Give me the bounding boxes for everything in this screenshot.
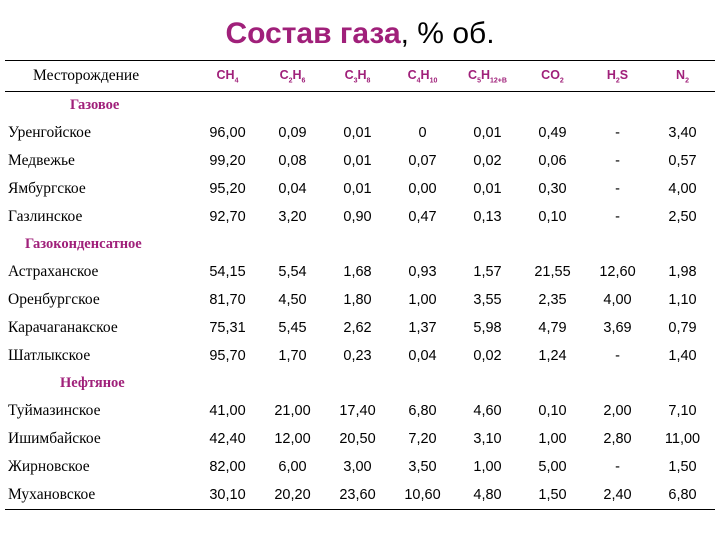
value-cell: 5,98: [473, 320, 502, 336]
value-cell: 0,47: [408, 209, 437, 225]
value-cell: -: [615, 459, 620, 475]
field-name-cell: Ямбургское: [8, 180, 86, 197]
value-cell: 4,00: [668, 181, 697, 197]
page-title: [0, 14, 720, 54]
value-cell: 75,31: [209, 320, 246, 336]
value-cell: 0,01: [343, 181, 372, 197]
value-cell: 6,00: [278, 459, 307, 475]
value-cell: 12,60: [599, 264, 636, 280]
field-name-cell: Оренбургское: [8, 291, 100, 308]
value-cell: 2,50: [668, 209, 697, 225]
header-c4h10: $C_4H_{10}$: [390, 61, 455, 92]
value-cell: 17,40: [339, 403, 376, 419]
value-cell: 7,20: [408, 431, 437, 447]
table-row: [5, 175, 715, 203]
value-cell: 0,57: [668, 153, 697, 169]
value-cell: 0,01: [343, 125, 372, 141]
table-row: [5, 119, 715, 147]
value-cell: 82,00: [209, 459, 246, 475]
field-name-cell: Жирновское: [8, 458, 90, 475]
field-name-cell: Ишимбайское: [8, 430, 101, 447]
table-row: [5, 147, 715, 175]
value-cell: 1,37: [408, 320, 437, 336]
value-cell: 2,00: [603, 403, 632, 419]
header-h2s: $H_2S$: [585, 61, 650, 92]
group-row: [5, 231, 715, 258]
gas-composition-table: [5, 60, 715, 510]
value-cell: 1,00: [473, 459, 502, 475]
value-cell: 0,01: [473, 125, 502, 141]
value-cell: -: [615, 348, 620, 364]
field-name-cell: Мухановское: [5, 481, 195, 510]
value-cell: 4,50: [278, 292, 307, 308]
value-cell: 95,20: [209, 181, 246, 197]
value-cell: 2,80: [603, 431, 632, 447]
group-label: Нефтяное: [60, 375, 125, 391]
value-cell: 1,68: [343, 264, 372, 280]
group-label: Газовое: [70, 97, 120, 113]
value-cell: -: [615, 125, 620, 141]
value-cell: 0,07: [408, 153, 437, 169]
value-cell: 0,10: [538, 209, 567, 225]
value-cell: 12,00: [274, 431, 311, 447]
value-cell: 54,15: [209, 264, 246, 280]
table-row: [5, 258, 715, 286]
value-cell: 1,24: [538, 348, 567, 364]
value-cell: 5,45: [278, 320, 307, 336]
value-cell: 2,40: [585, 481, 650, 510]
value-cell: 0,09: [278, 125, 307, 141]
value-cell: 95,70: [209, 348, 246, 364]
table-row: [5, 314, 715, 342]
value-cell: 3,55: [473, 292, 502, 308]
value-cell: 21,55: [534, 264, 571, 280]
title-accent: Состав газа: [225, 17, 401, 50]
header-n2: $N_2$: [650, 61, 715, 92]
field-name-cell: Уренгойское: [8, 124, 91, 141]
value-cell: 1,50: [668, 459, 697, 475]
table-row: [5, 286, 715, 314]
value-cell: 7,10: [668, 403, 697, 419]
value-cell: 1,00: [538, 431, 567, 447]
value-cell: 0,04: [408, 348, 437, 364]
field-name-cell: Карачаганакское: [8, 319, 118, 336]
group-row: [5, 370, 715, 397]
value-cell: 0,90: [343, 209, 372, 225]
value-cell: -: [615, 153, 620, 169]
value-cell: 3,69: [603, 320, 632, 336]
header-c5h12: $C_5H_{12+B}$: [455, 61, 520, 92]
value-cell: 6,80: [650, 481, 715, 510]
value-cell: 4,80: [455, 481, 520, 510]
value-cell: 4,60: [473, 403, 502, 419]
group-label: Газоконденсатное: [25, 236, 142, 252]
table-row: [5, 342, 715, 370]
field-name-cell: Туймазинское: [8, 402, 101, 419]
value-cell: 96,00: [209, 125, 246, 141]
header-c2h6: $C_2H_6$: [260, 61, 325, 92]
table-row: [5, 481, 715, 510]
value-cell: 3,20: [278, 209, 307, 225]
value-cell: 3,50: [408, 459, 437, 475]
field-name-cell: Астраханское: [8, 263, 99, 280]
value-cell: 0,10: [538, 403, 567, 419]
value-cell: 0,23: [343, 348, 372, 364]
value-cell: 0: [418, 125, 427, 141]
value-cell: 10,60: [390, 481, 455, 510]
value-cell: 3,10: [473, 431, 502, 447]
value-cell: 0,02: [473, 153, 502, 169]
value-cell: 1,98: [668, 264, 697, 280]
value-cell: 0,49: [538, 125, 567, 141]
value-cell: 0,00: [408, 181, 437, 197]
value-cell: 21,00: [274, 403, 311, 419]
value-cell: 0,93: [408, 264, 437, 280]
value-cell: 20,20: [260, 481, 325, 510]
header-co2: $CO_2$: [520, 61, 585, 92]
value-cell: 4,00: [603, 292, 632, 308]
title-units: , % об.: [400, 17, 495, 50]
value-cell: 0,30: [538, 181, 567, 197]
value-cell: 3,00: [343, 459, 372, 475]
value-cell: 0,02: [473, 348, 502, 364]
value-cell: 81,70: [209, 292, 246, 308]
field-name-cell: Медвежье: [8, 152, 75, 169]
field-name-cell: Шатлыкское: [8, 347, 91, 364]
value-cell: 1,57: [473, 264, 502, 280]
value-cell: 5,00: [538, 459, 567, 475]
value-cell: 0,79: [668, 320, 697, 336]
header-c3h8: $C_3H_8$: [325, 61, 390, 92]
value-cell: -: [615, 209, 620, 225]
header-row: [5, 61, 715, 92]
value-cell: 1,40: [668, 348, 697, 364]
value-cell: 20,50: [339, 431, 376, 447]
value-cell: 0,08: [278, 153, 307, 169]
value-cell: 11,00: [664, 431, 701, 447]
value-cell: 42,40: [209, 431, 246, 447]
value-cell: 1,50: [520, 481, 585, 510]
value-cell: 6,80: [408, 403, 437, 419]
value-cell: 0,13: [473, 209, 502, 225]
field-name-cell: Газлинское: [8, 208, 83, 225]
value-cell: 5,54: [278, 264, 307, 280]
value-cell: 23,60: [325, 481, 390, 510]
value-cell: 2,62: [343, 320, 372, 336]
table-row: [5, 397, 715, 425]
value-cell: 0,01: [473, 181, 502, 197]
table-row: [5, 453, 715, 481]
value-cell: 0,06: [538, 153, 567, 169]
header-ch4: $CH_4$: [195, 61, 260, 92]
value-cell: 1,80: [343, 292, 372, 308]
value-cell: 2,35: [538, 292, 567, 308]
value-cell: 0,04: [278, 181, 307, 197]
value-cell: -: [615, 181, 620, 197]
value-cell: 41,00: [209, 403, 246, 419]
value-cell: 1,10: [668, 292, 697, 308]
value-cell: 0,01: [343, 153, 372, 169]
value-cell: 4,79: [538, 320, 567, 336]
value-cell: 1,70: [278, 348, 307, 364]
value-cell: 3,40: [668, 125, 697, 141]
value-cell: 1,00: [408, 292, 437, 308]
header-field: Месторождение: [5, 61, 195, 92]
value-cell: 99,20: [209, 153, 246, 169]
group-row: [5, 92, 715, 120]
value-cell: 92,70: [209, 209, 246, 225]
table-row: [5, 203, 715, 231]
value-cell: 30,10: [195, 481, 260, 510]
table-row: [5, 425, 715, 453]
